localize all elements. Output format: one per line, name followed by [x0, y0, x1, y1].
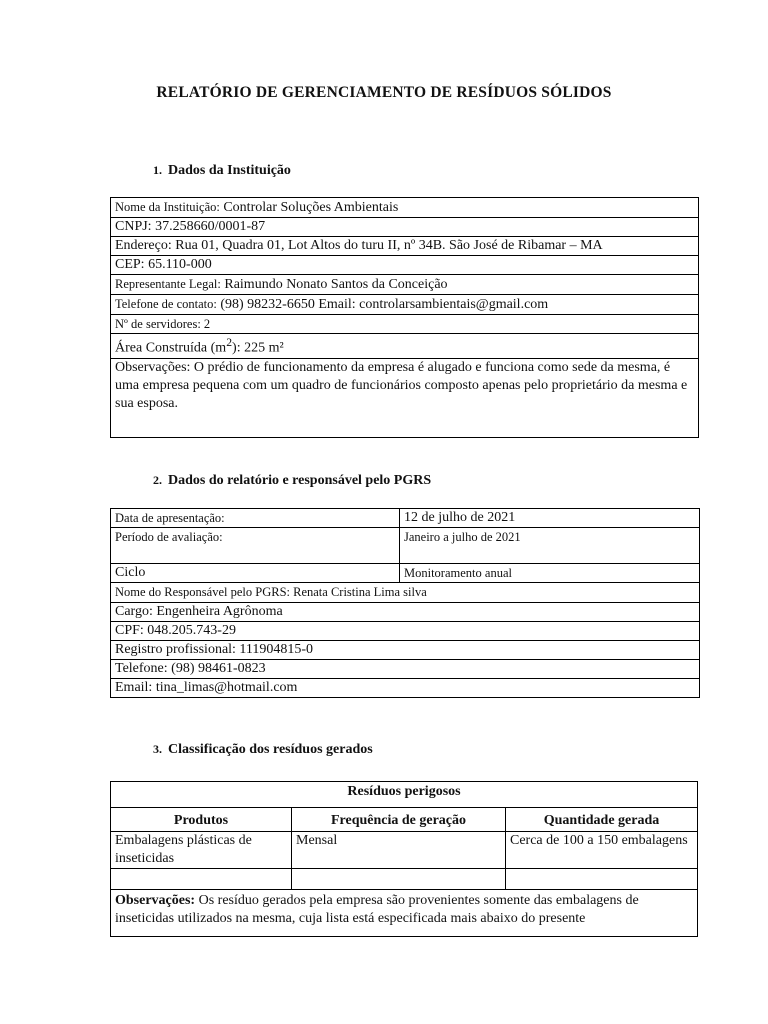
table-row [111, 641, 700, 660]
responsible-label: Nome do Responsável pelo PGRS: [115, 585, 290, 599]
table-row [111, 869, 698, 890]
table-row [111, 334, 699, 359]
cpf-cell: CPF: 048.205.743-29 [111, 622, 700, 641]
document-title: RELATÓRIO DE GERENCIAMENTO DE RESÍDUOS SÓLIDOS [156, 84, 612, 101]
institution-name-label: Nome da Instituição: [115, 200, 220, 214]
evaluation-period-value: Janeiro a julho de 2021 [400, 528, 700, 564]
table-row [111, 583, 700, 603]
built-area-superscript: 2 [226, 336, 233, 349]
cycle-value: Monitoramento anual [400, 564, 700, 583]
presentation-date-label: Data de apresentação: [111, 509, 400, 528]
cep-cell: CEP: 65.110-000 [111, 256, 699, 275]
staff-count-cell: Nº de servidores: 2 [111, 315, 699, 334]
built-area-suffix: ): 225 m² [232, 340, 284, 356]
table-row [111, 295, 699, 315]
waste-observations-cell [111, 890, 698, 937]
table-row [111, 509, 700, 528]
table-row [111, 832, 698, 869]
role-cell: Cargo: Engenheira Agrônoma [111, 603, 700, 622]
table-row [111, 237, 699, 256]
registration-cell: Registro profissional: 111904815-0 [111, 641, 700, 660]
phone-cell: Telefone: (98) 98461-0823 [111, 660, 700, 679]
table-row [111, 218, 699, 237]
contact-value: (98) 98232-6650 Email: controlarsambientais@gmail.com [216, 297, 549, 312]
section-3-heading [153, 742, 373, 758]
column-header-products: Produtos [111, 808, 292, 832]
product-cell [111, 869, 292, 890]
responsible-value: Renata Cristina Lima silva [290, 585, 427, 599]
address-cell: Endereço: Rua 01, Quadra 01, Lot Altos do turu II, nº 34B. São José de Ribamar – MA [111, 237, 699, 256]
table-row [111, 198, 699, 218]
section-1-title: Dados da Instituição [168, 163, 291, 178]
section-1-heading [153, 163, 291, 179]
table-row [111, 358, 699, 437]
frequency-cell: Mensal [292, 832, 506, 869]
contact-label: Telefone de contato: [115, 297, 217, 311]
evaluation-period-label: Período de avaliação: [111, 528, 400, 564]
table-row [111, 808, 698, 832]
built-area-cell [111, 334, 699, 359]
frequency-cell [292, 869, 506, 890]
waste-observations-label: Observações: [115, 893, 196, 908]
waste-table [110, 781, 698, 937]
table-row [111, 528, 700, 564]
section-2-number: 2. [153, 473, 162, 487]
section-3-title: Classificação dos resíduos gerados [168, 742, 373, 757]
legal-representative-label: Representante Legal: [115, 277, 221, 291]
responsible-cell [111, 583, 700, 603]
report-table [110, 508, 700, 698]
table-row [111, 890, 698, 937]
section-2-title: Dados do relatório e responsável pelo PGRS [168, 473, 432, 488]
section-1-number: 1. [153, 163, 162, 177]
table-row [111, 564, 700, 583]
quantity-cell: Cerca de 100 a 150 embalagens [506, 832, 698, 869]
section-2-heading [153, 473, 431, 489]
contact-cell [111, 295, 699, 315]
table-row [111, 275, 699, 295]
email-cell: Email: tina_limas@hotmail.com [111, 679, 700, 698]
table-row [111, 603, 700, 622]
institution-name-value: Controlar Soluções Ambientais [219, 200, 399, 215]
table-row [111, 315, 699, 334]
presentation-date-value: 12 de julho de 2021 [400, 509, 700, 528]
institution-name-cell [111, 198, 699, 218]
legal-representative-value: Raimundo Nonato Santos da Conceição [220, 277, 448, 292]
cnpj-cell: CNPJ: 37.258660/0001-87 [111, 218, 699, 237]
column-header-frequency: Frequência de geração [292, 808, 506, 832]
quantity-cell [506, 869, 698, 890]
table-row [111, 782, 698, 808]
waste-observations-text: Os resíduo gerados pela empresa são provenientes somente das embalagens de inseticidas utilizados na mesma, cuja lista está especificada mais abaixo do presente [115, 893, 639, 926]
table-row [111, 622, 700, 641]
institution-table [110, 197, 699, 438]
cycle-label: Ciclo [111, 564, 400, 583]
product-cell: Embalagens plásticas de inseticidas [111, 832, 292, 869]
built-area-prefix: Área Construída (m [115, 340, 227, 356]
table-row [111, 660, 700, 679]
column-header-quantity: Quantidade gerada [506, 808, 698, 832]
observations-cell: Observações: O prédio de funcionamento da empresa é alugado e funciona como sede da mesma, é uma empresa pequena com um quadro de funcionários composto apenas pelo proprietário da mesma e sua esposa. [111, 358, 699, 437]
table-row [111, 256, 699, 275]
legal-representative-cell [111, 275, 699, 295]
table-row [111, 679, 700, 698]
section-3-number: 3. [153, 742, 162, 756]
hazardous-waste-title: Resíduos perigosos [111, 782, 698, 808]
